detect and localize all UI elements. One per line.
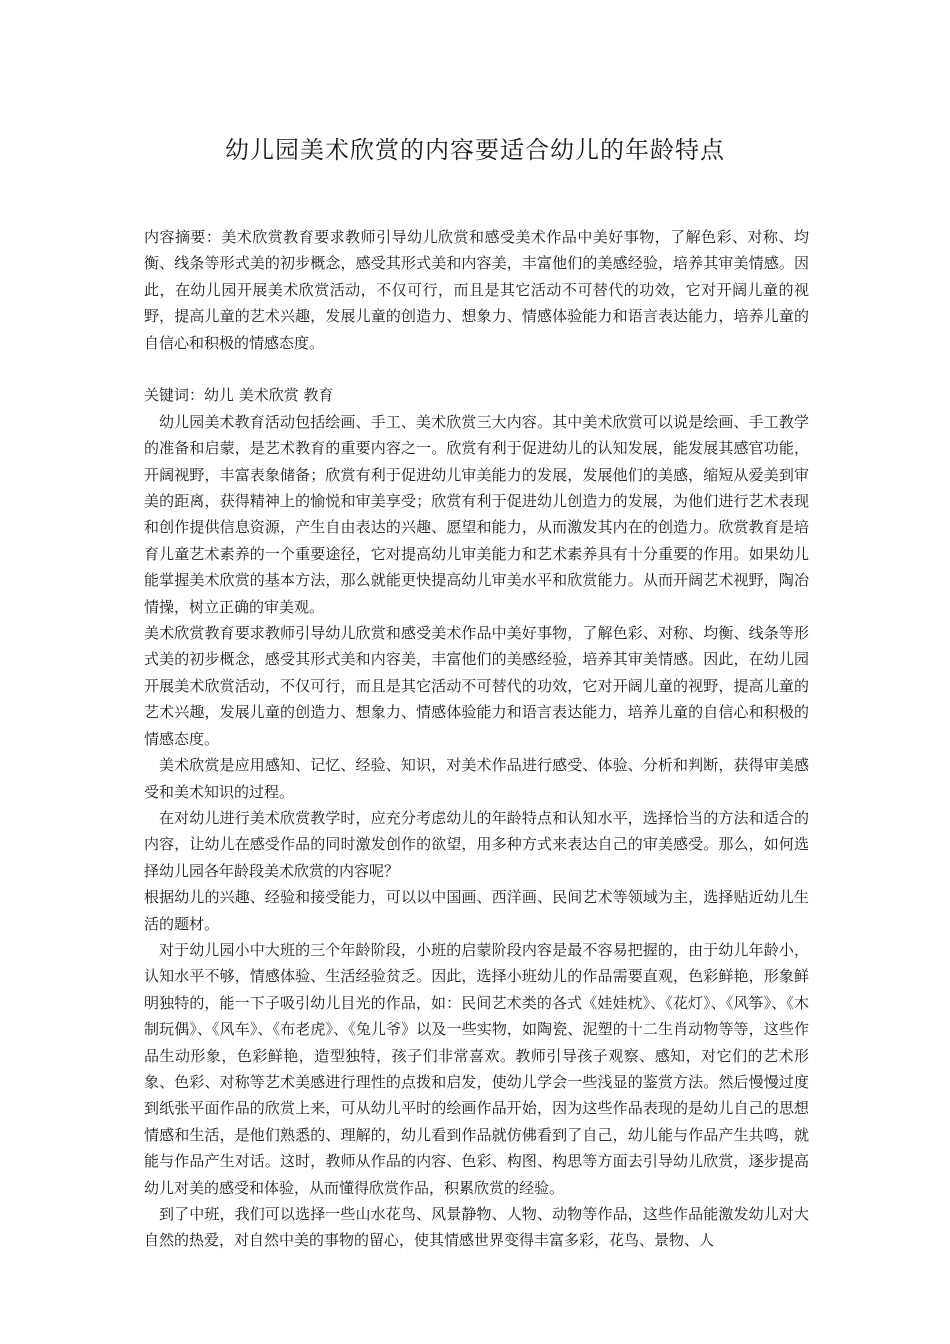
body-paragraph-4: 在对幼儿进行美术欣赏教学时，应充分考虑幼儿的年龄特点和认知水平，选择恰当的方法和适合的内容，让幼儿在感受作品的同时激发创作的欲望，用多种方式来表达自己的审美感受。那么，如何选择幼儿园各年龄段美术欣赏的内容呢？ xyxy=(144,808,809,880)
page-title: 幼儿园美术欣赏的内容要适合幼儿的年龄特点 xyxy=(225,136,725,164)
keywords-line: 关键词：幼儿 美术欣赏 教育 xyxy=(144,386,334,405)
body-paragraph-1: 幼儿园美术教育活动包括绘画、手工、美术欣赏三大内容。其中美术欣赏可以说是绘画、手工教学的准备和启蒙，是艺术教育的重要内容之一。欣赏有利于促进幼儿的认知发展，能发展其感官功能，开阔视野，丰富表象储备；欣赏有利于促进幼儿审美能力的发展，发展他们的美感，缩短从爱美到审美的距离，获得精神上的愉悦和审美享受；欣赏有利于促进幼儿创造力的发展，为他们进行艺术表现和创作提供信息资源，产生自由表达的兴趣、愿望和能力，从而激发其内在的创造力。欣赏教育是培育儿童艺术素养的一个重要途径，它对提高幼儿审美能力和艺术素养具有十分重要的作用。如果幼儿能掌握美术欣赏的基本方法，那么就能更快提高幼儿审美水平和欣赏能力。从而开阔艺术视野，陶冶情操，树立正确的审美观。 xyxy=(144,412,809,616)
body-paragraph-6: 对于幼儿园小中大班的三个年龄阶段，小班的启蒙阶段内容是最不容易把握的，由于幼儿年龄小，认知水平不够，情感体验、生活经验贫乏。因此，选择小班幼儿的作品需要直观，色彩鲜艳，形象鲜明独特的，能一下子吸引幼儿目光的作品，如：民间艺术类的各式《娃娃枕》、《花灯》、《风筝》、《木制玩偶》、《风车》、《布老虎》、《兔儿爷》以及一些实物，如陶瓷、泥塑的十二生肖动物等等，这些作品生动形象，色彩鲜艳，造型独特，孩子们非常喜欢。教师引导孩子观察、感知，对它们的艺术形象、色彩、对称等艺术美感进行理性的点拨和启发，使幼儿学会一些浅显的鉴赏方法。然后慢慢过度到纸张平面作品的欣赏上来，可从幼儿平时的绘画作品开始，因为这些作品表现的是幼儿自己的思想情感和生活，是他们熟悉的、理解的，幼儿看到作品就仿佛看到了自己，幼儿能与作品产生共鸣，就能与作品产生对话。这时，教师从作品的内容、色彩、构图、构思等方面去引导幼儿欣赏，逐步提高幼儿对美的感受和体验，从而懂得欣赏作品，积累欣赏的经验。 xyxy=(144,940,809,1197)
body-paragraph-7: 到了中班，我们可以选择一些山水花鸟、风景静物、人物、动物等作品，这些作品能激发幼儿对大自然的热爱，对自然中美的事物的留心，使其情感世界变得丰富多彩，花鸟、景物、人 xyxy=(144,1205,809,1250)
body-paragraph-2: 美术欣赏教育要求教师引导幼儿欣赏和感受美术作品中美好事物，了解色彩、对称、均衡、线条等形式美的初步概念，感受其形式美和内容美，丰富他们的美感经验，培养其审美情感。因此，在幼儿园开展美术欣赏活动，不仅可行，而且是其它活动不可替代的功效，它对开阔儿童的视野，提高儿童的艺术兴趣，发展儿童的创造力、想象力、情感体验能力和语言表达能力，培养儿童的自信心和积极的情感态度。 xyxy=(144,624,809,748)
abstract-paragraph: 内容摘要：美术欣赏教育要求教师引导幼儿欣赏和感受美术作品中美好事物，了解色彩、对称、均衡、线条等形式美的初步概念，感受其形式美和内容美，丰富他们的美感经验，培养其审美情感。因此，在幼儿园开展美术欣赏活动，不仅可行，而且是其它活动不可替代的功效，它对开阔儿童的视野，提高儿童的艺术兴趣，发展儿童的创造力、想象力、情感体验能力和语言表达能力，培养儿童的自信心和积极的情感态度。 xyxy=(144,228,809,352)
body-paragraph-5: 根据幼儿的兴趣、经验和接受能力，可以以中国画、西洋画、民间艺术等领域为主，选择贴近幼儿生活的题材。 xyxy=(144,888,809,933)
body-paragraph-3: 美术欣赏是应用感知、记忆、经验、知识，对美术作品进行感受、体验、分析和判断，获得审美感受和美术知识的过程。 xyxy=(144,756,809,801)
document-body xyxy=(144,224,809,1254)
